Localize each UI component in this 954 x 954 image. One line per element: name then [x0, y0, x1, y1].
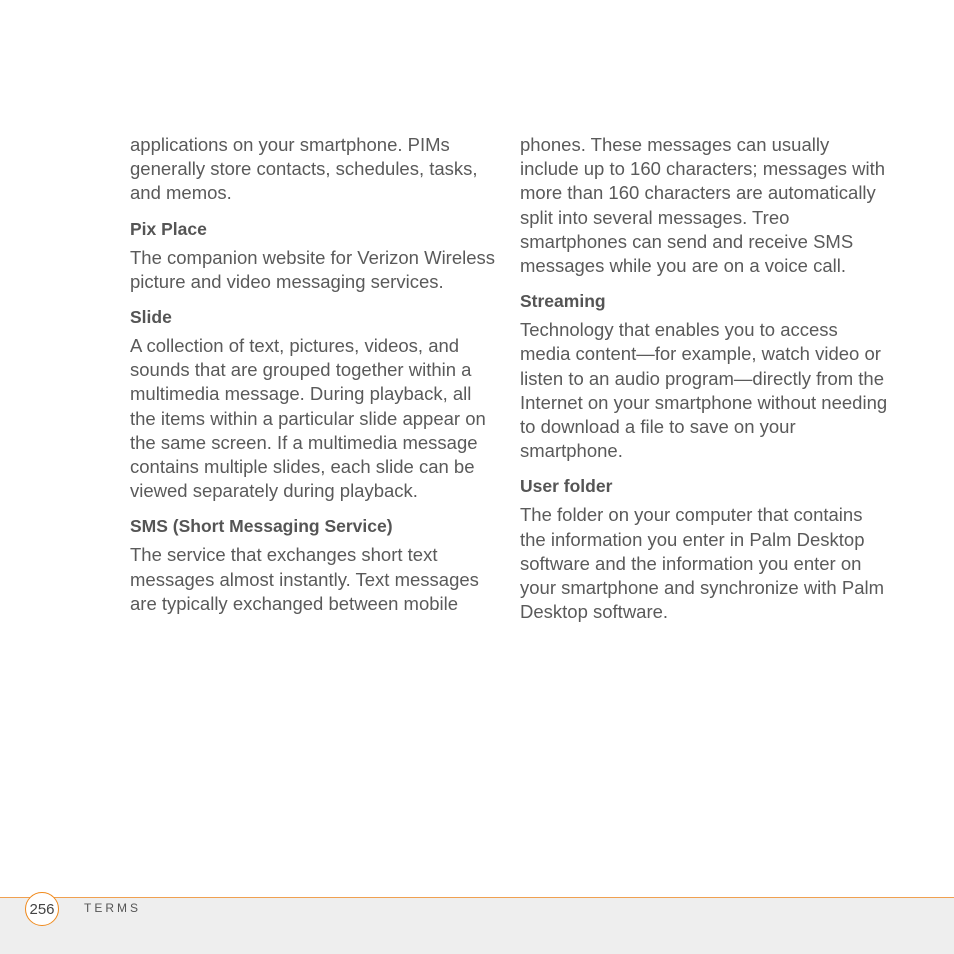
term-user-folder: User folder: [520, 476, 613, 497]
definition-user-folder: The folder on your computer that contains the information you enter in Palm Desktop software and the information you enter on your smartphone and synchronize with Palm Desktop software.: [520, 504, 885, 623]
left-column: [130, 133, 502, 616]
term-slide: Slide: [130, 307, 172, 328]
definition-slide: A collection of text, pictures, videos, and sounds that are grouped together within a multimedia message. During playback, all the items within a particular slide appear on the same screen. If a multimedia message contains multiple slides, each slide can be viewed separately during playback.: [130, 335, 486, 502]
term-streaming: Streaming: [520, 291, 606, 312]
continued-paragraph: applications on your smartphone. PIMs generally store contacts, schedules, tasks, and memos.: [130, 134, 478, 204]
term-sms: SMS (Short Messaging Service): [130, 516, 393, 537]
continued-paragraph-sms: phones. These messages can usually include up to 160 characters; messages with more than 160 characters are automatically split into several messages. Treo smartphones can send and receive SMS messages while you are on a voice call.: [520, 134, 886, 277]
section-label: TERMS: [84, 901, 141, 915]
page-number: 256: [25, 892, 59, 926]
term-pix-place: Pix Place: [130, 218, 207, 239]
page-footer: [0, 897, 954, 954]
definition-streaming: Technology that enables you to access media content—for example, watch video or listen to an audio program—directly from the Internet on your smartphone without needing to download a file to save on your smartphone.: [520, 319, 888, 462]
definition-pix-place: The companion website for Verizon Wireless picture and video messaging services.: [130, 246, 496, 292]
definition-sms: The service that exchanges short text messages almost instantly. Text messages are typically exchanged between mobile: [130, 544, 479, 614]
right-column: [520, 133, 892, 624]
